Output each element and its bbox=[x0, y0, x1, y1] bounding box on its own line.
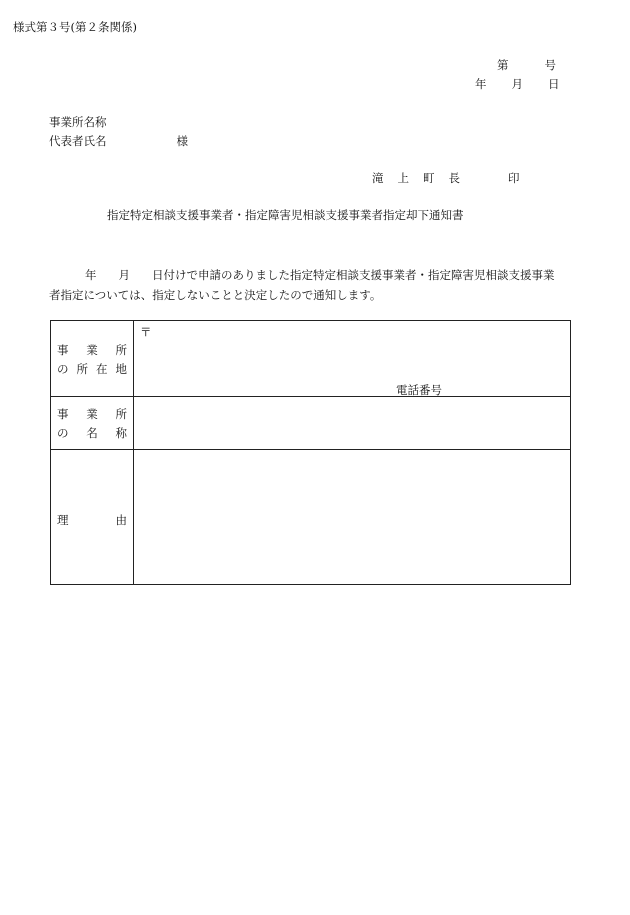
body-line1: 日付けで申請のありました指定特定相談支援事業者・指定障害児相談支援事業 bbox=[152, 268, 555, 282]
document-number-line bbox=[497, 60, 556, 72]
date-line bbox=[475, 79, 560, 91]
name-label-cell bbox=[51, 397, 134, 450]
representative-line bbox=[49, 136, 188, 148]
phone-label: 電話番号 bbox=[396, 383, 442, 397]
body-line2: 者指定については、指定しないことと決定したので通知します。 bbox=[49, 288, 382, 302]
issuer-line bbox=[372, 173, 520, 185]
label-char: 事 bbox=[57, 343, 69, 357]
body-text bbox=[49, 265, 574, 305]
seal-mark: 印 bbox=[508, 171, 520, 185]
postal-mark: 〒 bbox=[140, 325, 152, 339]
reason-label bbox=[57, 511, 127, 530]
document-title: 指定特定相談支援事業者・指定障害児相談支援事業者指定却下通知書 bbox=[107, 208, 464, 222]
honorific: 様 bbox=[176, 134, 188, 148]
form-number: 様式第３号(第２条関係) bbox=[13, 20, 137, 34]
issuer-char: 滝 bbox=[372, 171, 384, 185]
office-name-label: 事業所名称 bbox=[49, 115, 107, 129]
number-suffix: 号 bbox=[544, 58, 556, 72]
name-label bbox=[57, 405, 127, 443]
body-year: 年 bbox=[85, 268, 97, 282]
label-char: 業 bbox=[86, 343, 98, 357]
issuer-char: 長 bbox=[448, 171, 460, 185]
label-char: 理 bbox=[57, 513, 69, 527]
reason-label-cell bbox=[51, 450, 134, 585]
issuer-char: 上 bbox=[397, 171, 409, 185]
date-month: 月 bbox=[511, 77, 523, 91]
label-char: 事 bbox=[57, 407, 69, 421]
number-prefix: 第 bbox=[497, 58, 509, 72]
table-row-reason bbox=[51, 450, 571, 585]
label-char: の bbox=[57, 426, 69, 440]
location-value-cell[interactable] bbox=[134, 321, 571, 397]
label-char: 所 bbox=[115, 343, 127, 357]
label-char: 名 bbox=[86, 426, 98, 440]
location-label bbox=[57, 341, 127, 379]
label-char: 所 bbox=[115, 407, 127, 421]
body-month: 月 bbox=[118, 268, 130, 282]
label-char: の bbox=[57, 362, 69, 376]
label-char: 在 bbox=[96, 362, 108, 376]
reason-value-cell[interactable] bbox=[134, 450, 571, 585]
label-char: 称 bbox=[115, 426, 127, 440]
table-row-name bbox=[51, 397, 571, 450]
info-table bbox=[50, 320, 571, 585]
label-char: 所 bbox=[76, 362, 88, 376]
date-day: 日 bbox=[548, 77, 560, 91]
label-char: 業 bbox=[86, 407, 98, 421]
issuer-char: 町 bbox=[423, 171, 435, 185]
location-label-cell bbox=[51, 321, 134, 397]
date-year: 年 bbox=[475, 77, 487, 91]
table-row-location bbox=[51, 321, 571, 397]
label-char: 由 bbox=[115, 513, 127, 527]
label-char: 地 bbox=[115, 362, 127, 376]
name-value-cell[interactable] bbox=[134, 397, 571, 450]
representative-label: 代表者氏名 bbox=[49, 134, 107, 148]
